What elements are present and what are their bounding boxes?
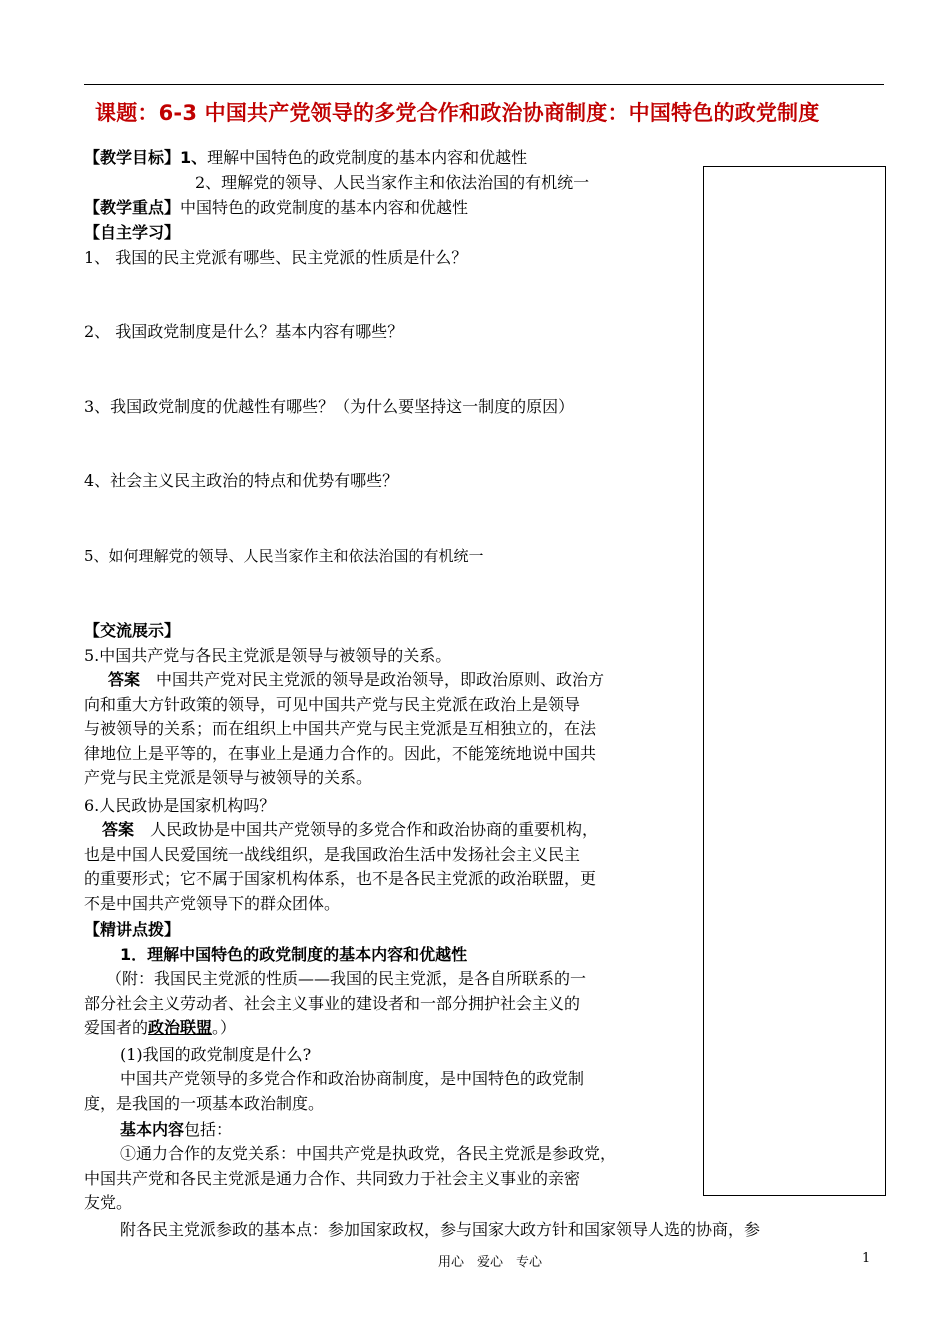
focus-row [84, 198, 468, 218]
point-1: ①通力合作的友党关系：中国共产党是执政党，各民主党派是参政党， 中国共产党和各民主党派是通力合作、共同致力于社会主义事业的亲密 友党。 [84, 1144, 617, 1213]
political-alliance-term: 政治联盟 [148, 1018, 213, 1038]
focus-label: 【教学重点】 [84, 198, 181, 217]
answer-5-label: 答案 [108, 670, 141, 689]
content-label: 基本内容 [120, 1120, 185, 1139]
page-title: 课题：6-3 中国共产党领导的多党合作和政治协商制度：中国特色的政党制度 [95, 101, 820, 125]
header-rule [84, 84, 884, 85]
footer-motto: 用心 爱心 专心 [438, 1255, 543, 1270]
focus-text: 中国特色的政党制度的基本内容和优越性 [180, 198, 469, 217]
question-5: 5、如何理解党的领导、人民当家作主和依法治国的有机统一 [84, 547, 484, 565]
goals-label: 【教学目标】 [84, 148, 181, 167]
lecture-note: （附：我国民主党派的性质——我国的民主党派，是各自所联系的一 部分社会主义劳动者、社会主义事业的建设者和一部分拥护社会主义的 爱国者的政治联盟。） [84, 969, 587, 1038]
question-3: 3、我国政党制度的优越性有哪些？（为什么要坚持这一制度的原因） [84, 397, 575, 416]
appendix-line: 附各民主党派参政的基本点：参加国家政权，参与国家大政方针和国家领导人选的协商，参 [120, 1220, 761, 1239]
question-2: 2、 我国政党制度是什么？基本内容有哪些？ [84, 322, 404, 341]
exchange-q6: 6.人民政协是国家机构吗？ [84, 796, 276, 815]
notes-box [703, 166, 886, 1196]
exchange-q5: 5.中国共产党与各民主党派是领导与被领导的关系。 [84, 646, 452, 665]
exchange-label: 【交流展示】 [84, 621, 181, 640]
answer-5: 答案 中国共产党对民主党派的领导是政治领导，即政治原则、政治方 向和重大方针政策的领导，可见中国共产党与民主党派在政治上是领导 与被领导的关系；而在组织上中国共产党与民主党派是互相独立的，在法 律地位上是平等的，在事业上是通力合作的。因此，不能笼统地说中国共 产党与民主党派是领导与被领导的关系。 [84, 670, 605, 788]
page-number: 1 [862, 1251, 871, 1266]
goals-item1-number: 1、 [180, 148, 208, 167]
self-study-label: 【自主学习】 [84, 223, 181, 242]
answer-6-label: 答案 [102, 820, 135, 839]
lecture-label: 【精讲点拨】 [84, 920, 181, 939]
goals-item1-text: 理解中国特色的政党制度的基本内容和优越性 [207, 148, 528, 167]
question-1: 1、 我国的民主党派有哪些、民主党派的性质是什么？ [84, 248, 468, 267]
lecture-sub1-text: 中国共产党领导的多党合作和政治协商制度，是中国特色的政党制 度，是我国的一项基本政治制度。 [84, 1069, 585, 1113]
answer-6: 答案 人民政协是中国共产党领导的多党合作和政治协商的重要机构， 也是中国人民爱国统一战线组织，是我国政治生活中发扬社会主义民主 的重要形式；它不属于国家机构体系，也不是各民主党派的政治联盟，更 不是中国共产党领导下的群众团体。 [84, 820, 599, 913]
goals-item2: 2、理解党的领导、人民当家作主和依法治国的有机统一 [195, 173, 590, 192]
question-4: 4、社会主义民主政治的特点和优势有哪些？ [84, 471, 399, 490]
lecture-heading: 1．理解中国特色的政党制度的基本内容和优越性 [120, 945, 468, 964]
content-row: 基本内容包括： [120, 1120, 233, 1139]
lecture-sub1: (1)我国的政党制度是什么? [120, 1045, 312, 1064]
goals-row [84, 148, 527, 168]
